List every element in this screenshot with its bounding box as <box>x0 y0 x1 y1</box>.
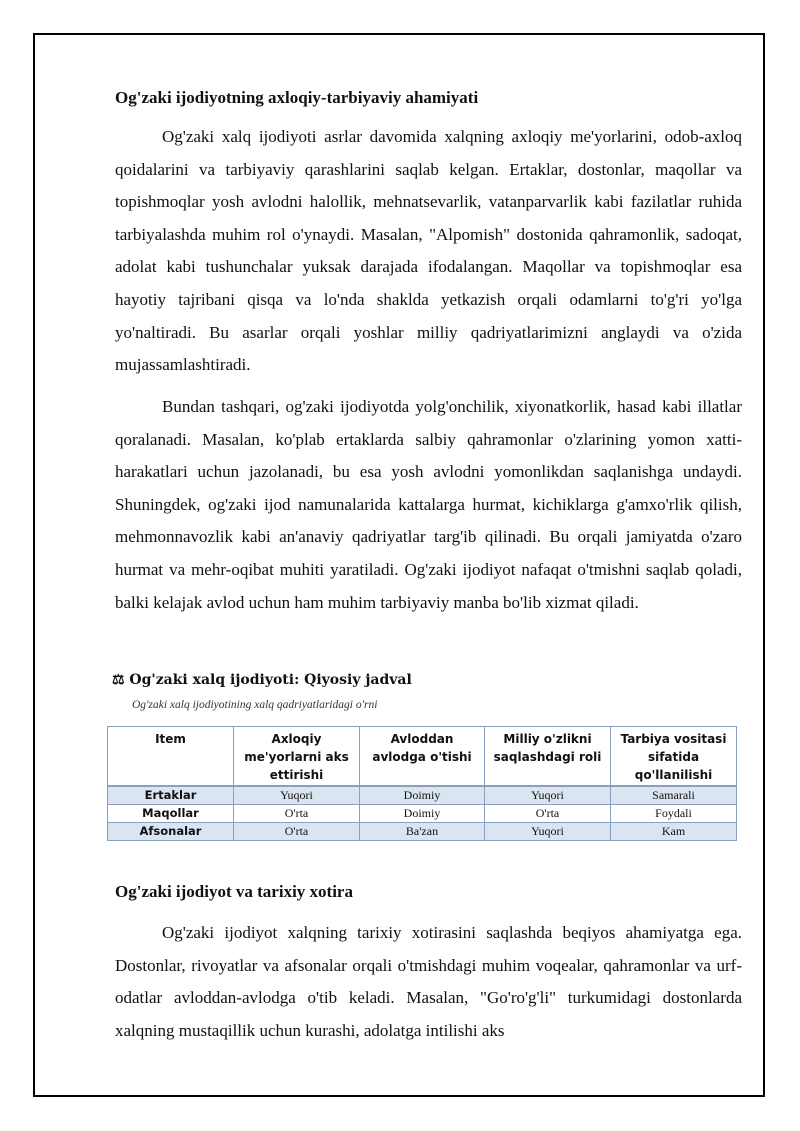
table-cell: Yuqori <box>485 823 611 841</box>
table-row <box>108 805 737 823</box>
table-cell: Kam <box>611 823 737 841</box>
column-header: Milliy o'zlikni saqlashdagi roli <box>485 727 611 787</box>
table-cell: O'rta <box>485 805 611 823</box>
comparison-table <box>107 726 737 841</box>
table-row-label: Maqollar <box>108 805 234 823</box>
table-cell: Yuqori <box>485 786 611 805</box>
column-header: Tarbiya vositasi sifatida qo'llanilishi <box>611 727 737 787</box>
table-title: ⚖ Og'zaki xalq ijodiyoti: Qiyosiy jadval <box>112 672 412 688</box>
table-row-label: Ertaklar <box>108 786 234 805</box>
table-cell: Doimiy <box>360 805 485 823</box>
paragraph-2: Bundan tashqari, og'zaki ijodiyotda yolg'onchilik, xiyonatkorlik, hasad kabi illatlar qoralanadi. Masalan, ko'plab ertaklarda salbiy qahramonlar o'zlarining yomon xatti-harakatlari uchun jazolanadi, bu esa yosh avlodni yomonlikdan saqlanishga undaydi. Shuningdek, og'zaki ijod namunalarida kattalarga hurmat, kichiklarga g'amxo'rlik qilish, mehmonnavozlik kabi an'anaviy qadriyatlar targ'ib qilinadi. Bu orqali jamiyatda o'zaro hurmat va mehr-oqibat muhiti yaratiladi. Og'zaki ijodiyot nafaqat o'tmishni saqlab qoladi, balki kelajak avlod uchun ham muhim tarbiyaviy manba bo'lib xizmat qiladi. <box>115 397 742 612</box>
table-cell: O'rta <box>234 823 360 841</box>
section-heading-historical-memory: Og'zaki ijodiyot va tarixiy xotira <box>115 882 353 901</box>
column-header: Item <box>108 727 234 787</box>
column-header: Avloddan avlodga o'tishi <box>360 727 485 787</box>
table-subtitle: Og'zaki xalq ijodiyotining xalq qadriyatlaridagi o'rni <box>132 699 378 711</box>
table-row <box>108 823 737 841</box>
table-cell: Yuqori <box>234 786 360 805</box>
paragraph-1: Og'zaki xalq ijodiyoti asrlar davomida xalqning axloqiy me'yorlarini, odob-axloq qoidalarini va tarbiyaviy qarashlarini saqlab kelgan. Ertaklar, dostonlar, maqollar va topishmoqlar yosh avlodni halollik, mehnatsevarlik, vatanparvarlik kabi fazilatlar ruhida tarbiyalashda muhim rol o'ynaydi. Masalan, "Alpomish" dostonida qahramonlik, sadoqat, adolat kabi tushunchalar yuksak darajada ifodalangan. Maqollar va topishmoqlar esa hayotiy tajribani qisqa va lo'nda shaklda yetkazish orqali odamlarni to'g'ri yo'lga yo'naltiradi. Bu asarlar orqali yoshlar milliy qadriyatlarimizni anglaydi va o'zida mujassamlashtiradi. <box>115 127 742 375</box>
table-cell: Foydali <box>611 805 737 823</box>
table-cell: Doimiy <box>360 786 485 805</box>
paragraph-3: Og'zaki ijodiyot xalqning tarixiy xotirasini saqlashda beqiyos ahamiyatga ega. Dostonlar, rivoyatlar va afsonalar orqali o'tmishdagi muhim voqealar, qahramonlar va urf-odatlar avloddan-avlodga o'tib keladi. Masalan, "Go'ro'g'li" turkumidagi dostonlarda xalqning mustaqillik uchun kurashi, adolatga intilishi aks <box>115 923 742 1040</box>
column-header: Axloqiy me'yorlarni aks ettirishi <box>234 727 360 787</box>
table-cell: O'rta <box>234 805 360 823</box>
table-cell: Samarali <box>611 786 737 805</box>
table-row <box>108 786 737 805</box>
table-cell: Ba'zan <box>360 823 485 841</box>
table-header-row <box>108 727 737 787</box>
table-row-label: Afsonalar <box>108 823 234 841</box>
section-heading-moral-education: Og'zaki ijodiyotning axloqiy-tarbiyaviy ahamiyati <box>115 88 479 107</box>
